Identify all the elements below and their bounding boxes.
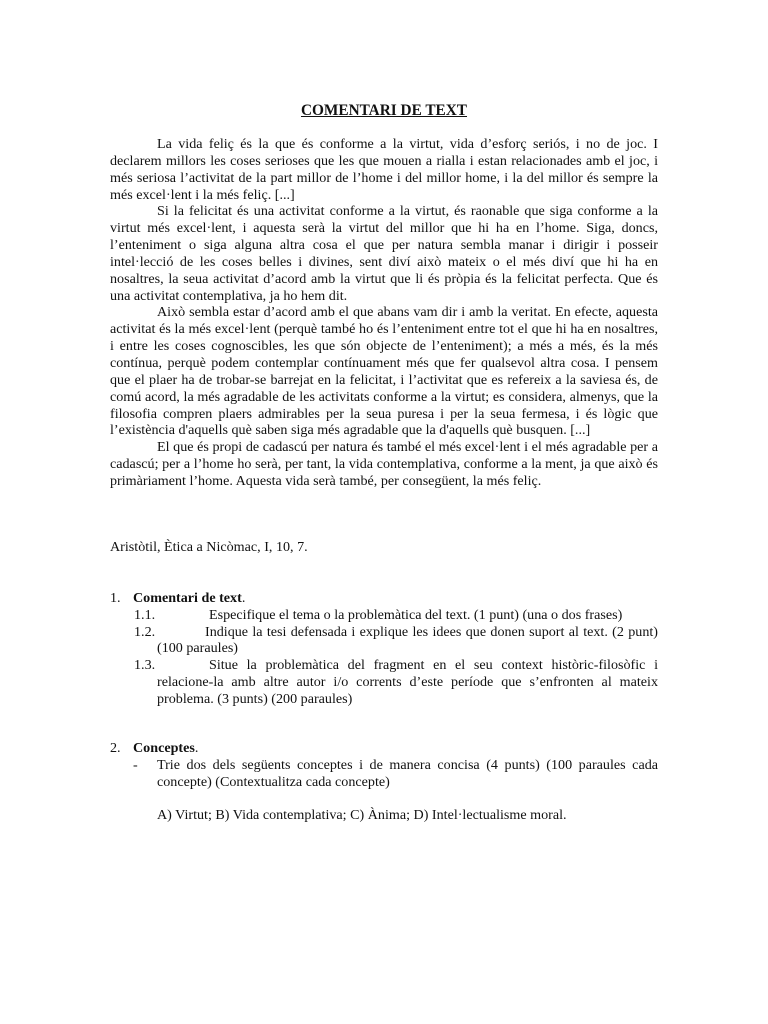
bullet-dash: - bbox=[133, 756, 138, 773]
question-number: 1.2. bbox=[134, 623, 156, 640]
question-item bbox=[110, 607, 658, 624]
section-heading bbox=[110, 590, 658, 607]
concept-options: A) Virtut; B) Vida contemplativa; C) Ànima; D) Intel·lectualisme moral. bbox=[157, 807, 567, 824]
question-number: 1.1. bbox=[134, 606, 156, 623]
question-item bbox=[110, 624, 658, 658]
question-number: 1.3. bbox=[134, 657, 156, 674]
section-title-suffix: . bbox=[241, 590, 246, 606]
section-text-commentary bbox=[110, 590, 658, 708]
text-excerpt bbox=[110, 136, 658, 490]
paragraph-1: La vida feliç és la que és conforme a la virtut, vida d’esforç seriós, i no de joc. I declarem millors les coses serioses que les que mouen a rialla i estan relacionades amb el joc, i més seriosa l’activitat de la part millor de l’home i del millor home, i la del millor és sempre la més excel·lent i la més feliç. [...] bbox=[110, 136, 658, 203]
citation: Aristòtil, Ètica a Nicòmac, I, 10, 7. bbox=[110, 539, 308, 555]
section-heading bbox=[110, 740, 658, 757]
question-item bbox=[110, 657, 658, 707]
document-title: COMENTARI DE TEXT bbox=[300, 102, 468, 119]
section-title: Conceptes bbox=[133, 740, 195, 756]
section-title-suffix: . bbox=[194, 740, 199, 756]
section-concepts bbox=[110, 740, 658, 824]
instruction-text: Trie dos dels següents conceptes i de manera concisa (4 punts) (100 paraules cada concepte) (Contextualitza cada concepte) bbox=[157, 756, 658, 790]
paragraph-4: El que és propi de cadascú per natura és també el més excel·lent i el més agradable per a cadascú; per a l’home ho serà, per tant, la vida contemplativa, conforme a la ment, ja que això és primàriament l’home. Aquesta vida serà també, per consegüent, la més feliç. bbox=[110, 439, 658, 489]
section-number: 2. bbox=[110, 740, 121, 756]
section-title: Comentari de text bbox=[133, 590, 242, 606]
section-number: 1. bbox=[110, 590, 121, 606]
concept-instruction bbox=[110, 757, 658, 791]
paragraph-2: Si la felicitat és una activitat conforme a la virtut, és raonable que siga conforme a la virtut més excel·lent, i aquesta serà la virtut del millor que hi ha en l’home. Siga, doncs, l’enteniment o siga alguna altra cosa el que per natura sembla manar i dirigir i posseir intel·lecció de les coses belles i divines, sent diví això mateix o el més diví que hi ha en nosaltres, la seua activitat d’acord amb la virtut que li és pròpia és la felicitat perfecta. Que és una activitat contemplativa, ja ho hem dit. bbox=[110, 203, 658, 304]
question-text: Situe la problemàtica del fragment en el seu context històric-filosòfic i relacione-la amb altre autor i/o corrents d’este període que s’enfronten al mateix problema. (3 punts) (200 paraules) bbox=[157, 657, 658, 707]
question-text: Indique la tesi defensada i explique les idees que donen suport al text. (2 punt) (100 paraules) bbox=[157, 623, 658, 657]
question-text: Especifique el tema o la problemàtica del text. (1 punt) (una o dos frases) bbox=[209, 606, 623, 623]
paragraph-3: Això sembla estar d’acord amb el que abans vam dir i amb la veritat. En efecte, aquesta activitat és la més excel·lent (perquè també ho és l’enteniment entre tot el que hi ha en nosaltres, i entre les coses cognoscibles, les que són objecte de l’enteniment); a més a més, és la més contínua, perquè podem contemplar contínuament més que fer qualsevol altra cosa. I pensem que el plaer ha de trobar-se barrejat en la felicitat, i l’activitat que es refereix a la saviesa és, de comú acord, la més agradable de les activitats conforme a la virtut; es considera, almenys, que la filosofia compren plaers admirables per la seua puresa i per la seua fermesa, i és lògic que l’existència d'aquells què saben siga més agradable que la d'aquells què busquen. [...] bbox=[110, 304, 658, 439]
